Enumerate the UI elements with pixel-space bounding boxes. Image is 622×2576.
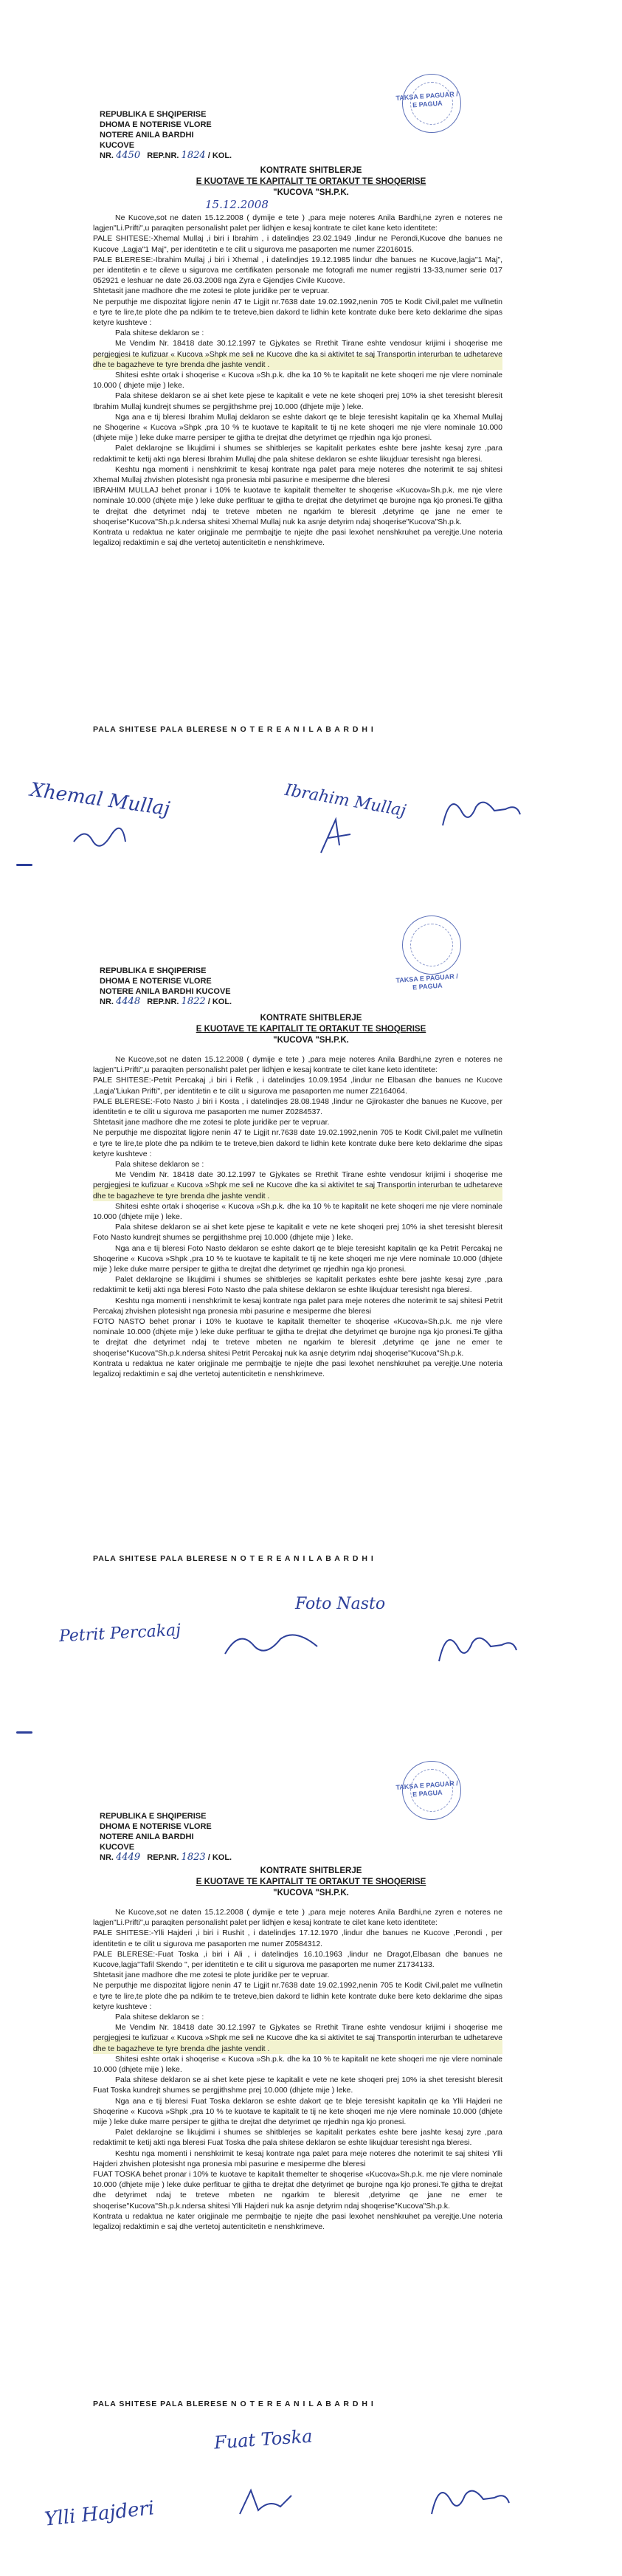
nr-value: 4449	[116, 1852, 141, 1863]
header-numbers: NR. 4450 REP.NR. 1824 / KOL.	[100, 150, 232, 161]
buyer-paragraph: PALE BLERESE:-Ibrahim Mullaj ,i biri i Xhemal , i datelindjes 19.12.1985 lindur dhe banues ne Kucove,lagja"1 Maj", per identitetin e te cileve u sigurova me certifikaten personale me fotografi me numer regjistri 13-33,numer serie 017 052921 e leshuar ne date 26.03.2008 nga Zyra e Gjendjes Civile Kucove.	[93, 255, 502, 286]
header-chamber: DHOMA E NOTERISE VLORE	[100, 977, 212, 986]
header-notary: NOTERE ANILA BARDHI KUCOVE	[100, 987, 231, 996]
signature-scribble-2	[236, 2484, 295, 2521]
margin-mark	[16, 1731, 32, 1734]
taksa-stamp: TAKSA E PAGUAR / E PAGUA	[395, 1779, 458, 1799]
signature-line: PALA SHITESE PALA BLERESE N O T E R E A N I L A B A R D H I	[93, 2400, 374, 2408]
header-city: KUCOVE	[100, 141, 135, 150]
header-notary: NOTERE ANILA BARDHI	[100, 1833, 194, 1841]
header-numbers: NR. 4448 REP.NR. 1822 / KOL.	[100, 996, 232, 1007]
contract-3	[0, 1717, 622, 2576]
nr-value: 4448	[116, 996, 141, 1007]
nr-value: 4450	[116, 150, 141, 161]
signature-scribble-1	[70, 827, 129, 849]
signature-buyer: Fuat Toska	[213, 2425, 314, 2453]
buyer-paragraph: PALE BLERESE:-Fuat Toska ,i biri i Ali , i datelindjes 16.10.1963 ,lindur ne Dragot,Elbasan dhe banues ne Kucove,lagja"Tafil Skendo ", per identitetin e te cilit u sigurova me pasaporten me numer Z1734133.	[93, 1949, 502, 1970]
contract-body: Ne Kucove,sot ne daten 15.12.2008 ( dymije e tete ) ,para meje noteres Anila Bardhi,ne zyren e noteres ne lagjen"Li.Prifti",u paraqiten personalisht palet per lidhjen e kesaj kontrate te cilet kane keto identitete: PALE SHITESE:-Ylli Hajderi ,i biri i Rushit , i datelindjes 17.12.1970 ,lindur dhe banues ne Kucove ,Perondi , per identitetin e te cilit u sigurova me pasaporten me numer Z0584312. PALE BLERESE:-Fuat Toska ,i biri i Ali , i datelindjes 16.10.1963 ,lindur ne Dragot,Elbasan dhe banues ne Kucove,lagja"Tafil Skendo ", per identitetin e te cilit u sigurova me pasaporten me numer Z1734133. Shtetasit jane madhore dhe me zotesi te plote juridike per te vepruar. Ne perputhje me dispozitat ligjore nenin 47 te Ligjit nr.7638 date 19.02.1992,nenin 705 te Kodit Civil,palet me vullnetin e tyre te lire,te plote dhe pa ndikim te te treteve,bien dakord te lidhin kete kontrate duke bere keto deklarime dhe sipas ketyre kushteve : Pala shitese deklaron se : Me Vendim Nr. 18418 date 30.12.1997 te Gjykates se Rrethit Tirane eshte vendosur krijimi i shoqerise me pergjegjesi te kufizuar « Kucova »Shpk me seli ne Kucove dhe ka si aktivitet te saj Transportin interurban te udhetareve dhe te bagazheve te tyre brenda dhe jashte vendit . Shitesi eshte ortak i shoqerise « Kucova »Sh.p.k. dhe ka 10 % te kapitalit ne kete shoqeri me nje vlere nominale 10.000 (dhjete mije ) leke. Pala shitese deklaron se ai shet kete pjese te kapitalit e vete ne kete shoqeri prej 10% ia shet teresisht bleresit Fuat Toska kundrejt shumes se pergjithshme prej 10.000 (dhjete mije ) leke. Nga ana e tij bleresi Fuat Toska deklaron se eshte dakort qe te bleje teresisht kapitalin qe ka Ylli Hajderi ne Shoqerine « Kucova »Shpk ,pra 10 % te kuotave te kapitalit te tij ne kete shoqeri me nje vlere nominale 10.000 (dhjete mije ) leke duke marre persiper te gjitha te drejtat dhe detyrimet qe rrjedhin nga kjo pronesi. Palet deklarojne se likujdimi i shumes se shitblerjes se kapitalit perkates eshte bere jashte kesaj zyre ,para redaktimit te ketij akti nga bleresi Fuat Toska dhe pala shitese deklaron se eshte likujduar teresisht nga bleresi. Keshtu nga momenti i nenshkrimit te kesaj kontrate nga palet para meje noteres dhe noterimit te saj shitesi Ylli Hajderi zhvishen plotesisht nga pronesia mbi pasurine e mesiperme dhe bleresi FUAT TOSKA behet pronar i 10% te kuotave te kapitalit themelter te shoqerise «Kucova»Sh.p.k. me nje vlere nominale 10.000 (dhjete mije ) leke duke perfituar te gjitha te drejtat dhe detyrimet qe burojne nga kjo pronesi.Te gjitha te drejtat dhe detyrimet ndaj te treteve mbeten ne ngarkim te bleresit ,detyrime qe jane ne emer te shoqerise"Kucova"Sh.p.k.ndersa shitesi Ylli Hajderi nuk ka asnje detyrim ndaj shoqerise"Kucova"Sh.p.k. Kontrata u redaktua ne kater origjinale me permbajtje te njejte dhe pasi lexohet nenshkruhet pa verejtje.Une noteria legalizoj redaktimin e saj dhe vertetoj autenticitetin e nenshkrimeve.	[93, 1908, 502, 2232]
rep-value: 1822	[181, 996, 206, 1007]
signature-line: PALA SHITESE PALA BLERESE N O T E R E A N I L A B A R D H I	[93, 725, 374, 734]
header-block	[100, 109, 232, 161]
rep-value: 1823	[181, 1852, 206, 1863]
notary-signature	[432, 1624, 520, 1669]
margin-mark	[16, 864, 32, 866]
notary-stamp	[402, 916, 461, 975]
signature-buyer: Foto Nasto	[295, 1595, 386, 1613]
contract-1	[0, 0, 622, 856]
header-republic: REPUBLIKA E SHQIPERISE	[100, 1812, 207, 1821]
signature-scribble-2	[221, 1624, 325, 1661]
contract-title: KONTRATE SHITBLERJE E KUOTAVE TE KAPITALIT TE ORTAKUT TE SHOQERISE "KUCOVA "SH.P.K.	[196, 1014, 426, 1045]
seller-paragraph: PALE SHITESE:-Petrit Percakaj ,i biri i Refik , i datelindjes 10.09.1954 ,lindur ne Elbasan dhe banues ne Kucove ,Lagja"Liukan Prifti", per identitetin e te cilit u sigurova me pasaporten me numer Z2164064.	[93, 1076, 502, 1096]
seller-paragraph: PALE SHITESE:-Xhemal Mullaj ,i biri i Ibrahim , i datelindjes 23.02.1949 ,lindur ne Perondi,Kucove dhe banues ne Kucove ,Lagja"1 Maj", per identitetin e te cilit u sigurova me pasaporten me numer Z2016015.	[93, 234, 502, 254]
rep-value: 1824	[181, 150, 206, 161]
contract-2	[0, 856, 622, 1717]
contract-title: KONTRATE SHITBLERJE E KUOTAVE TE KAPITALIT TE ORTAKUT TE SHOQERISE "KUCOVA "SH.P.K.	[196, 1866, 426, 1897]
signature-seller: Petrit Percakaj	[58, 1621, 182, 1646]
taksa-stamp: TAKSA E PAGUAR / E PAGUA	[395, 972, 458, 992]
header-chamber: DHOMA E NOTERISE VLORE	[100, 1822, 212, 1831]
header-notary: NOTERE ANILA BARDHI	[100, 131, 194, 140]
handwritten-date: 15.12.2008	[205, 198, 269, 211]
signature-seller: Xhemal Mullaj	[28, 778, 172, 821]
signature-line: PALA SHITESE PALA BLERESE N O T E R E A N I L A B A R D H I	[93, 1554, 374, 1563]
header-block	[100, 966, 232, 1007]
contract-title: KONTRATE SHITBLERJE E KUOTAVE TE KAPITALIT TE ORTAKUT TE SHOQERISE "KUCOVA "SH.P.K.	[196, 166, 426, 197]
header-city: KUCOVE	[100, 1843, 135, 1852]
signature-buyer: Ibrahim Mullaj	[283, 780, 408, 821]
header-chamber: DHOMA E NOTERISE VLORE	[100, 120, 212, 129]
header-republic: REPUBLIKA E SHQIPERISE	[100, 966, 207, 975]
header-block	[100, 1811, 232, 1863]
contract-body: Ne Kucove,sot ne daten 15.12.2008 ( dymije e tete ) ,para meje noteres Anila Bardhi,ne zyren e noteres ne lagjen"Li.Prifti",u paraqiten personalisht palet per lidhjen e kesaj kontrate te cilet kane keto identitete: PALE SHITESE:-Petrit Percakaj ,i biri i Refik , i datelindjes 10.09.1954 ,lindur ne Elbasan dhe banues ne Kucove ,Lagja"Liukan Prifti", per identitetin e te cilit u sigurova me pasaporten me numer Z2164064. PALE BLERESE:-Foto Nasto ,i biri i Kosta , i datelindjes 28.08.1948 ,lindur ne Gjirokaster dhe banues ne Kucove, per identitetin e te cilit u sigurova me pasaporten me numer Z0284537. Shtetasit jane madhore dhe me zotesi te plote juridike per te vepruar. Ne perputhje me dispozitat ligjore nenin 47 te Ligjit nr.7638 date 19.02.1992,nenin 705 te Kodit Civil,palet me vullnetin e tyre te lire,te plote dhe pa ndikim te te treteve,bien dakord te lidhin kete kontrate duke bere keto deklarime dhe sipas ketyre kushteve : Pala shitese deklaron se : Me Vendim Nr. 18418 date 30.12.1997 te Gjykates se Rrethit Tirane eshte vendosur krijimi i shoqerise me pergjegjesi te kufizuar « Kucova »Shpk me seli ne Kucove dhe ka si aktivitet te saj Transportin interurban te udhetareve dhe te bagazheve te tyre brenda dhe jashte vendit . Shitesi eshte ortak i shoqerise « Kucova »Sh.p.k. dhe ka 10 % te kapitalit ne kete shoqeri me nje vlere nominale 10.000 (dhjete mije ) leke. Pala shitese deklaron se ai shet kete pjese te kapitalit e vete ne kete shoqeri prej 10% ia shet teresisht bleresit Foto Nasto kundrejt shumes se pergjithshme prej 10.000 (dhjete mije ) leke. Nga ana e tij bleresi Foto Nasto deklaron se eshte dakort qe te bleje teresisht kapitalin qe ka Petrit Percakaj ne Shoqerine « Kucova »Shpk ,pra 10 % te kuotave te kapitalit te tij ne kete shoqeri me nje vlere nominale 10.000 (dhjete mije ) leke duke marre persiper te gjitha te drejtat dhe detyrimet qe rrjedhin nga kjo pronesi. Palet deklarojne se likujdimi i shumes se shitblerjes se kapitalit perkates eshte bere jashte kesaj zyre ,para redaktimit te ketij akti nga bleresi Foto Nasto dhe pala shitese deklaron se eshte likujduar teresisht nga bleresi. Keshtu nga momenti i nenshkrimit te kesaj kontrate nga palet para meje noteres dhe noterimit te saj shitesi Petrit Percakaj zhvishen plotesisht nga pronesia mbi pasurine e mesiperme dhe bleresi FOTO NASTO behet pronar i 10% te kuotave te kapitalit themelter te shoqerise «Kucova»Sh.p.k. me nje vlere nominale 10.000 (dhjete mije ) leke duke perfituar te gjitha te drejtat dhe detyrimet qe burojne nga kjo pronesi.Te gjitha te drejtat dhe detyrimet ndaj te treteve mbeten ne ngarkim te bleresit ,detyrime qe jane ne emer te shoqerise"Kucova"Sh.p.k.ndersa shitesi Petrit Percakaj nuk ka asnje detyrim ndaj shoqerise"Kucova"Sh.p.k. Kontrata u redaktua ne kater origjinale me permbajtje te njejte dhe pasi lexohet nenshkruhet pa verejtje.Une noteria legalizoj redaktimin e saj dhe vertetoj autenticitetin e nenshkrimeve.	[93, 1055, 502, 1379]
signature-scribble-2	[314, 816, 358, 856]
contract-body: Ne Kucove,sot ne daten 15.12.2008 ( dymije e tete ) ,para meje noteres Anila Bardhi,ne zyren e noteres ne lagjen"Li.Prifti",u paraqiten personalisht palet per lidhjen e kesaj kontrate te cilet kane keto identitete: PALE SHITESE:-Xhemal Mullaj ,i biri i Ibrahim , i datelindjes 23.02.1949 ,lindur ne Perondi,Kucove dhe banues ne Kucove ,Lagja"1 Maj", per identitetin e te cilit u sigurova me pasaporten me numer Z2016015. PALE BLERESE:-Ibrahim Mullaj ,i biri i Xhemal , i datelindjes 19.12.1985 lindur dhe banues ne Kucove,lagja"1 Maj", per identitetin e te cileve u sigurova me certifikaten personale me fotografi me numer regjistri 13-33,numer serie 017 052921 e leshuar ne date 26.03.2008 nga Zyra e Gjendjes Civile Kucove. Shtetasit jane madhore dhe me zotesi te plote juridike per te vepruar. Ne perputhje me dispozitat ligjore nenin 47 te Ligjit nr.7638 date 19.02.1992,nenin 705 te Kodit Civil,palet me vullnetin e tyre te lire,te plote dhe pa ndikim te te treteve,bien dakord te lidhin kete kontrate duke bere keto deklarime dhe sipas ketyre kushteve : Pala shitese deklaron se : Me Vendim Nr. 18418 date 30.12.1997 te Gjykates se Rrethit Tirane eshte vendosur krijimi i shoqerise me pergjegjesi te kufizuar « Kucova »Shpk me seli ne Kucove dhe ka si aktivitet te saj Transportin interurban te udhetareve dhe te bagazheve te tyre brenda dhe jashte vendit . Shitesi eshte ortak i shoqerise « Kucova »Sh.p.k. dhe ka 10 % te kapitalit ne kete shoqeri me nje vlere nominale 10.000 ( dhjete mije ) leke. Pala shitese deklaron se ai shet kete pjese te kapitalit e vete ne kete shoqeri prej 10% ia shet teresisht bleresit Ibrahim Mullaj kundrejt shumes se pergjithshme prej 10.000 (dhjete mije ) leke. Nga ana e tij bleresi Ibrahim Mullaj deklaron se eshte dakort qe te bleje teresisht kapitalin qe ka Xhemal Mullaj ne Shoqerine « Kucova »Shpk ,pra 10 % te kuotave te kapitalit te tij ne kete shoqeri me nje vlere nominale 10.000 (dhjete mije ) leke duke marre persiper te gjitha te drejtat dhe detyrimet qe rrjedhin nga kjo pronesi. Palet deklarojne se likujdimi i shumes se shitblerjes se kapitalit perkates eshte bere jashte kesaj zyre ,para redaktimit te ketij akti nga bleresi Ibrahim Mullaj dhe pala shitese deklaron se eshte likujduar teresisht nga bleresi. Keshtu nga momenti i nenshkrimit te kesaj kontrate nga palet para meje noteres dhe noterimit te saj shitesi Xhemal Mullaj zhvishen plotesisht nga pronesia mbi pasurine e mesiperme dhe bleresi IBRAHIM MULLAJ behet pronar i 10% te kuotave te kapitalit themelter te shoqerise «Kucova»Sh.p.k. me nje vlere nominale 10.000 (dhjete mije ) leke duke perfituar te gjitha te drejtat dhe detyrimet qe burojne nga kjo pronesi.Te gjitha te drejtat dhe detyrimet ndaj te treteve mbeten ne ngarkim te bleresit ,detyrime qe jane ne emer te shoqerise"Kucova"Sh.p.k.ndersa shitesi Xhemal Mullaj nuk ka asnje detyrim ndaj shoqerise"Kucova"Sh.p.k. Kontrata u redaktua ne kater origjinale me permbajtje te njejte dhe pasi lexohet nenshkruhet pa verejtje.Une noteria legalizoj redaktimin e saj dhe vertetoj autenticitetin e nenshkrimeve.	[93, 213, 502, 548]
notary-signature	[435, 789, 524, 833]
seller-paragraph: PALE SHITESE:-Ylli Hajderi ,i biri i Rushit , i datelindjes 17.12.1970 ,lindur dhe banues ne Kucove ,Perondi , per identitetin e te cilit u sigurova me pasaporten me numer Z0584312.	[93, 1928, 502, 1948]
taksa-stamp: TAKSA E PAGUAR / E PAGUA	[395, 90, 458, 109]
header-numbers: NR. 4449 REP.NR. 1823 / KOL.	[100, 1852, 232, 1863]
notary-signature	[424, 2477, 513, 2521]
signature-seller: Ylli Hajderi	[43, 2497, 156, 2531]
buyer-paragraph: PALE BLERESE:-Foto Nasto ,i biri i Kosta , i datelindjes 28.08.1948 ,lindur ne Gjirokaster dhe banues ne Kucove, per identitetin e te cilit u sigurova me pasaporten me numer Z0284537.	[93, 1096, 502, 1117]
header-republic: REPUBLIKA E SHQIPERISE	[100, 110, 207, 119]
